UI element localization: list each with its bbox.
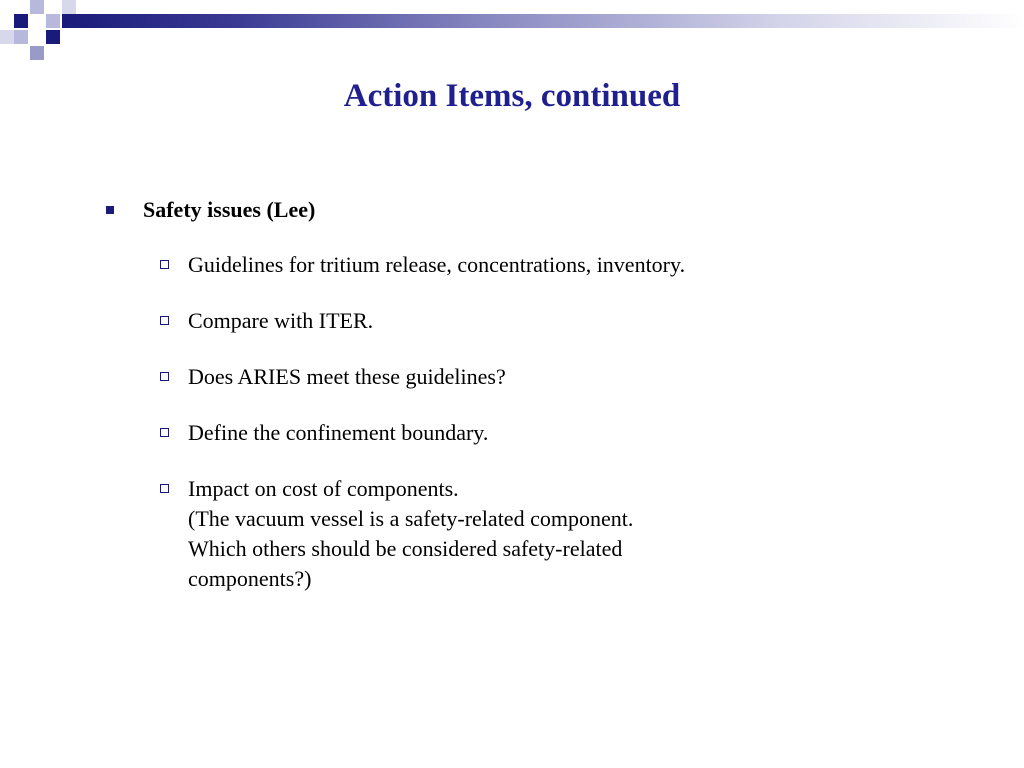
hollow-square-bullet-icon <box>160 260 169 269</box>
sub-bullet-item <box>156 362 960 392</box>
header-square <box>30 0 44 14</box>
sub-bullet-text: Guidelines for tritium release, concentrations, inventory. <box>188 252 686 277</box>
bullet-item <box>100 194 960 226</box>
slide-content <box>100 194 960 620</box>
sub-bullet-text: Compare with ITER. <box>188 308 374 333</box>
slide-title: Action Items, continued <box>343 78 681 114</box>
hollow-square-bullet-icon <box>160 372 169 381</box>
sub-bullet-text: Which others should be considered safety-related <box>188 536 623 561</box>
square-bullet-icon <box>106 206 114 214</box>
header-square <box>0 30 14 44</box>
sub-bullet-item <box>156 250 960 280</box>
sub-bullet-text: components?) <box>188 566 312 591</box>
sub-bullet-text: Define the confinement boundary. <box>188 420 489 445</box>
header-gradient-bar <box>62 14 1024 28</box>
sub-bullet-item <box>156 474 960 594</box>
sub-bullet-list <box>156 250 960 594</box>
hollow-square-bullet-icon <box>160 484 169 493</box>
sub-bullet-text: Impact on cost of components. <box>188 476 459 501</box>
header-square <box>14 14 28 28</box>
header-square <box>30 46 44 60</box>
header-square <box>62 0 76 14</box>
header-squares-decoration <box>0 0 80 62</box>
header-square <box>46 30 60 44</box>
bullet-text: Safety issues (Lee) <box>143 197 316 222</box>
hollow-square-bullet-icon <box>160 428 169 437</box>
header-square <box>14 30 28 44</box>
sub-bullet-item <box>156 418 960 448</box>
sub-bullet-text: (The vacuum vessel is a safety-related component. <box>188 506 634 531</box>
header-square <box>46 14 60 28</box>
sub-bullet-item <box>156 306 960 336</box>
sub-bullet-text: Does ARIES meet these guidelines? <box>188 364 506 389</box>
hollow-square-bullet-icon <box>160 316 169 325</box>
